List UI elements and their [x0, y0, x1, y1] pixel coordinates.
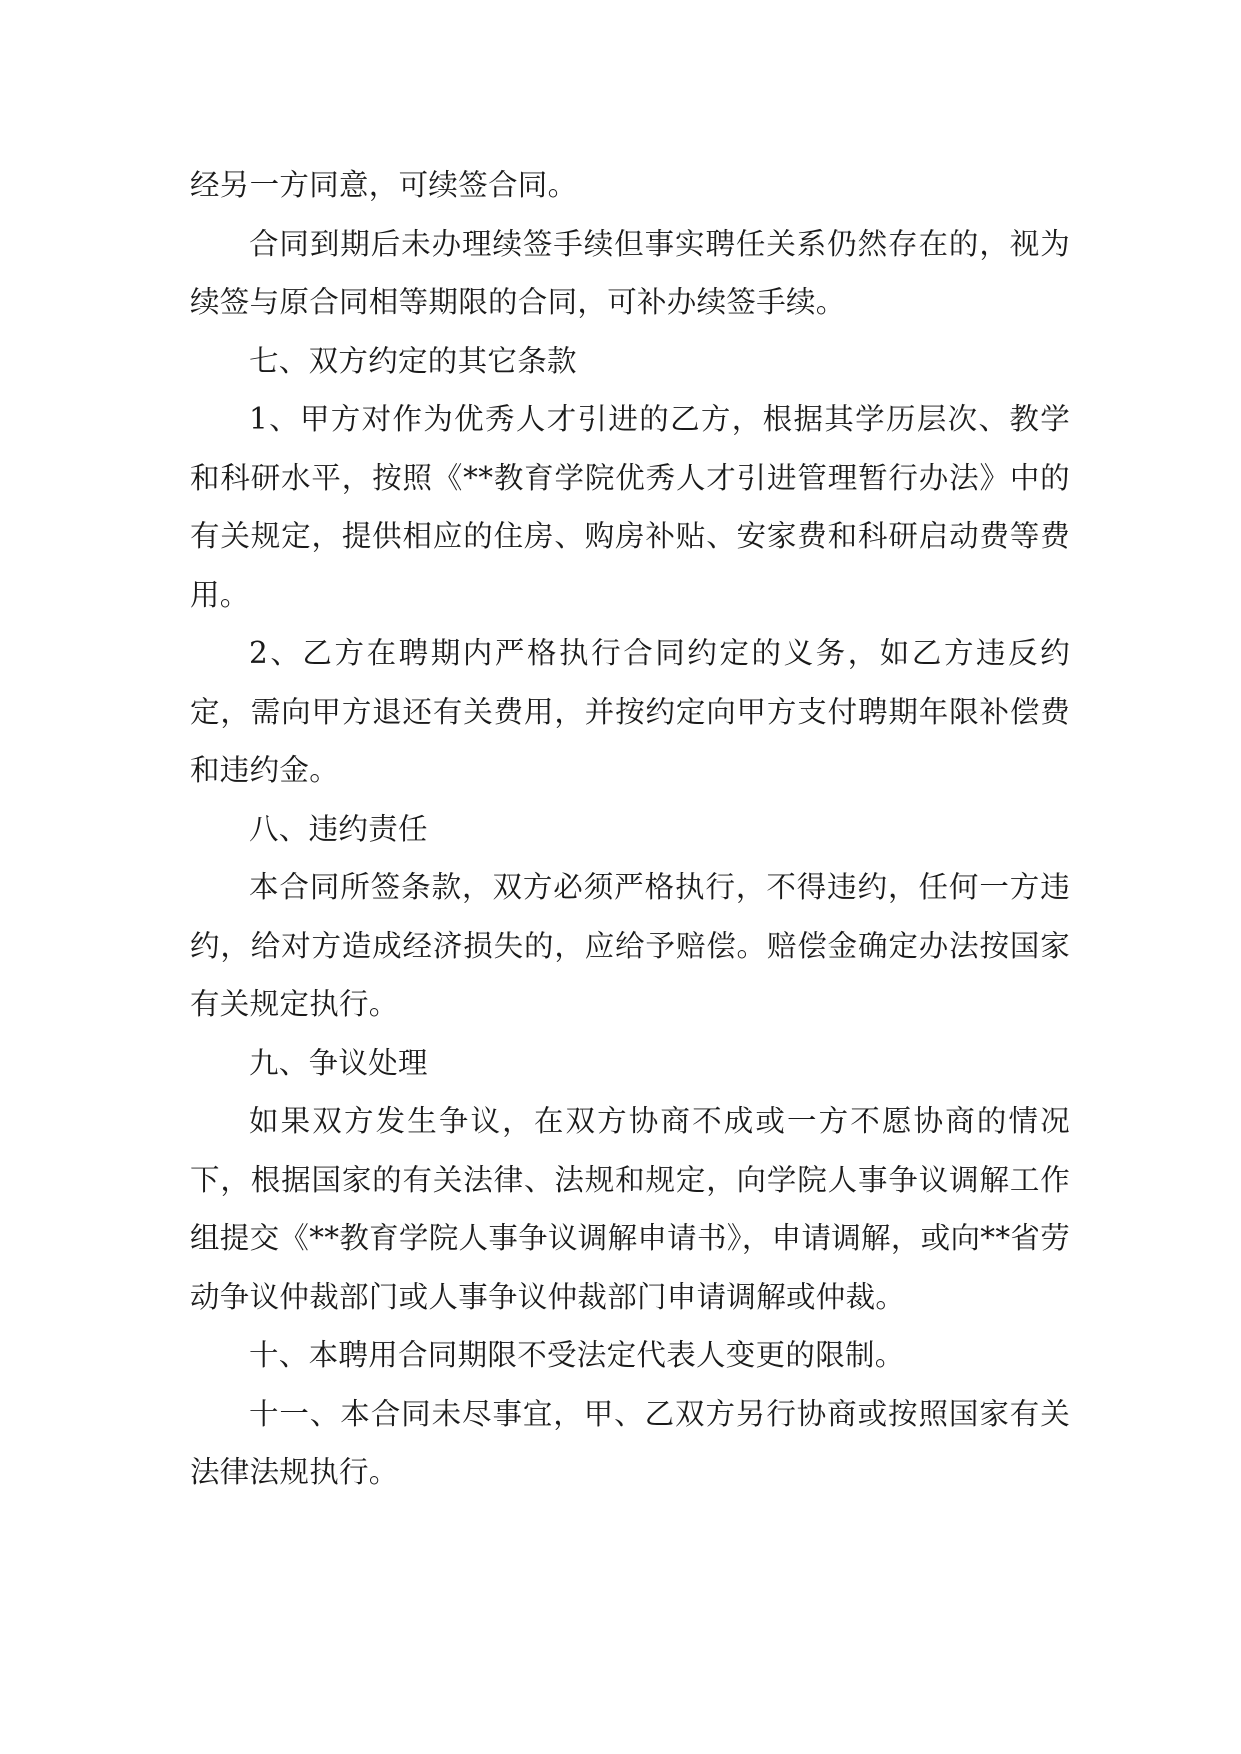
paragraph-talent-benefits: 1、甲方对作为优秀人才引进的乙方，根据其学历层次、教学和科研水平，按照《**教育学院优秀人才引进管理暂行办法》中的有关规定，提供相应的住房、购房补贴、安家费和科研启动费等费用。	[190, 402, 1070, 612]
paragraph-term-representative: 十、本聘用合同期限不受法定代表人变更的限制。	[249, 1338, 905, 1372]
document-body	[190, 156, 1070, 1502]
section-heading-other-terms: 七、双方约定的其它条款	[249, 343, 577, 378]
paragraph-unresolved-matters: 十一、本合同未尽事宜，甲、乙双方另行协商或按照国家有关法律法规执行。	[190, 1396, 1070, 1489]
section-heading-liability: 八、违约责任	[249, 811, 428, 846]
section-heading-dispute: 九、争议处理	[249, 1045, 428, 1080]
paragraph-obligation-refund: 2、乙方在聘期内严格执行合同约定的义务，如乙方违反约定，需向甲方退还有关费用，并按约定向甲方支付聘期年限补偿费和违约金。	[190, 636, 1070, 787]
paragraph-continuation: 经另一方同意，可续签合同。	[190, 168, 578, 202]
paragraph-liability: 本合同所签条款，双方必须严格执行，不得违约，任何一方违约，给对方造成经济损失的，应给予赔偿。赔偿金确定办法按国家有关规定执行。	[190, 870, 1070, 1021]
paragraph-dispute: 如果双方发生争议，在双方协商不成或一方不愿协商的情况下，根据国家的有关法律、法规和规定，向学院人事争议调解工作组提交《**教育学院人事争议调解申请书》，申请调解，或向**省劳动争议仲裁部门或人事争议仲裁部门申请调解或仲裁。	[190, 1104, 1070, 1314]
paragraph-renewal-clause: 合同到期后未办理续签手续但事实聘任关系仍然存在的，视为续签与原合同相等期限的合同，可补办续签手续。	[190, 226, 1070, 319]
